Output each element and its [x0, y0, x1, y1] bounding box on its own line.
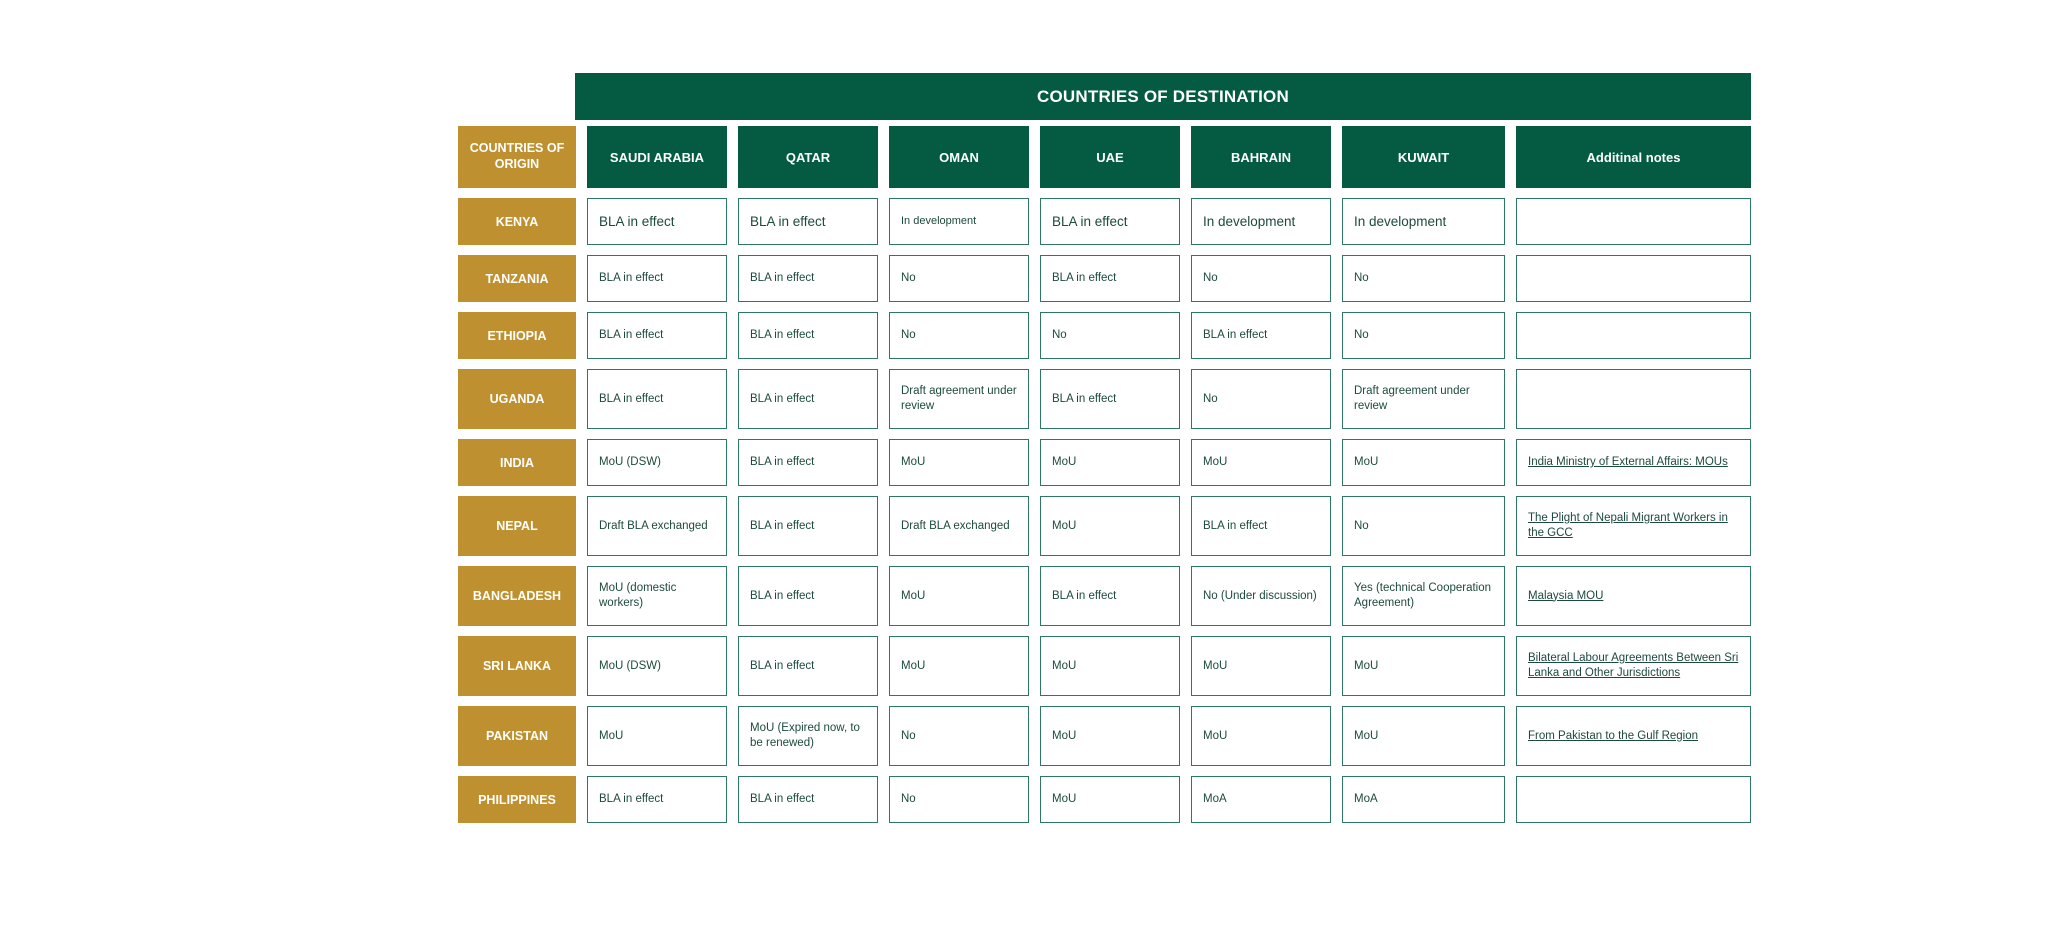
- cell-ethiopia-kuwait: No: [1342, 312, 1505, 359]
- note-link-nepal[interactable]: The Plight of Nepali Migrant Workers in the GCC: [1528, 512, 1728, 539]
- cell-bangladesh-bahrain: No (Under discussion): [1191, 566, 1331, 626]
- cell-ethiopia-saudi-arabia: BLA in effect: [587, 312, 727, 359]
- note-link-bangladesh[interactable]: Malaysia MOU: [1528, 589, 1604, 602]
- cell-philippines-uae: MoU: [1040, 776, 1180, 823]
- origin-tanzania: TANZANIA: [458, 255, 576, 302]
- cell-sri-lanka-kuwait: MoU: [1342, 636, 1505, 696]
- header-saudi-arabia: SAUDI ARABIA: [587, 126, 727, 188]
- cell-nepal-qatar: BLA in effect: [738, 496, 878, 556]
- header-oman: OMAN: [889, 126, 1029, 188]
- cell-pakistan-qatar: MoU (Expired now, to be renewed): [738, 706, 878, 766]
- cell-pakistan-bahrain: MoU: [1191, 706, 1331, 766]
- cell-india-oman: MoU: [889, 439, 1029, 486]
- cell-india-bahrain: MoU: [1191, 439, 1331, 486]
- note-philippines: [1516, 776, 1751, 823]
- header-bahrain: BAHRAIN: [1191, 126, 1331, 188]
- cell-kenya-uae: BLA in effect: [1040, 198, 1180, 245]
- cell-bangladesh-saudi-arabia: MoU (domestic workers): [587, 566, 727, 626]
- cell-pakistan-uae: MoU: [1040, 706, 1180, 766]
- cell-philippines-qatar: BLA in effect: [738, 776, 878, 823]
- cell-india-uae: MoU: [1040, 439, 1180, 486]
- origin-kenya: KENYA: [458, 198, 576, 245]
- cell-uganda-uae: BLA in effect: [1040, 369, 1180, 429]
- cell-tanzania-kuwait: No: [1342, 255, 1505, 302]
- cell-kenya-bahrain: In development: [1191, 198, 1331, 245]
- note-pakistan: [1516, 706, 1751, 766]
- origin-column-header: COUNTRIES OF ORIGIN: [458, 126, 576, 188]
- note-ethiopia: [1516, 312, 1751, 359]
- cell-tanzania-qatar: BLA in effect: [738, 255, 878, 302]
- cell-bangladesh-kuwait: Yes (technical Cooperation Agreement): [1342, 566, 1505, 626]
- cell-uganda-qatar: BLA in effect: [738, 369, 878, 429]
- cell-uganda-kuwait: Draft agreement under review: [1342, 369, 1505, 429]
- note-kenya: [1516, 198, 1751, 245]
- origin-nepal: NEPAL: [458, 496, 576, 556]
- cell-sri-lanka-bahrain: MoU: [1191, 636, 1331, 696]
- header-uae: UAE: [1040, 126, 1180, 188]
- cell-sri-lanka-uae: MoU: [1040, 636, 1180, 696]
- cell-bangladesh-oman: MoU: [889, 566, 1029, 626]
- cell-nepal-uae: MoU: [1040, 496, 1180, 556]
- note-tanzania: [1516, 255, 1751, 302]
- cell-uganda-oman: Draft agreement under review: [889, 369, 1029, 429]
- origin-pakistan: PAKISTAN: [458, 706, 576, 766]
- cell-nepal-bahrain: BLA in effect: [1191, 496, 1331, 556]
- cell-kenya-saudi-arabia: BLA in effect: [587, 198, 727, 245]
- cell-india-kuwait: MoU: [1342, 439, 1505, 486]
- cell-philippines-kuwait: MoA: [1342, 776, 1505, 823]
- cell-philippines-oman: No: [889, 776, 1029, 823]
- cell-nepal-oman: Draft BLA exchanged: [889, 496, 1029, 556]
- cell-nepal-kuwait: No: [1342, 496, 1505, 556]
- cell-uganda-saudi-arabia: BLA in effect: [587, 369, 727, 429]
- cell-bangladesh-qatar: BLA in effect: [738, 566, 878, 626]
- note-sri-lanka: [1516, 636, 1751, 696]
- cell-tanzania-saudi-arabia: BLA in effect: [587, 255, 727, 302]
- header-additional-notes: Additinal notes: [1516, 126, 1751, 188]
- cell-pakistan-saudi-arabia: MoU: [587, 706, 727, 766]
- cell-uganda-bahrain: No: [1191, 369, 1331, 429]
- cell-tanzania-uae: BLA in effect: [1040, 255, 1180, 302]
- note-nepal: [1516, 496, 1751, 556]
- cell-ethiopia-oman: No: [889, 312, 1029, 359]
- cell-philippines-saudi-arabia: BLA in effect: [587, 776, 727, 823]
- header-kuwait: KUWAIT: [1342, 126, 1505, 188]
- note-bangladesh: [1516, 566, 1751, 626]
- cell-pakistan-oman: No: [889, 706, 1029, 766]
- cell-sri-lanka-qatar: BLA in effect: [738, 636, 878, 696]
- note-link-sri-lanka[interactable]: Bilateral Labour Agreements Between Sri Lanka and Other Jurisdictions: [1528, 652, 1739, 679]
- cell-sri-lanka-oman: MoU: [889, 636, 1029, 696]
- cell-sri-lanka-saudi-arabia: MoU (DSW): [587, 636, 727, 696]
- note-india: [1516, 439, 1751, 486]
- destination-banner: COUNTRIES OF DESTINATION: [575, 73, 1751, 120]
- cell-kenya-oman: In development: [889, 198, 1029, 245]
- cell-kenya-qatar: BLA in effect: [738, 198, 878, 245]
- cell-pakistan-kuwait: MoU: [1342, 706, 1505, 766]
- origin-ethiopia: ETHIOPIA: [458, 312, 576, 359]
- cell-india-saudi-arabia: MoU (DSW): [587, 439, 727, 486]
- origin-india: INDIA: [458, 439, 576, 486]
- cell-tanzania-oman: No: [889, 255, 1029, 302]
- cell-nepal-saudi-arabia: Draft BLA exchanged: [587, 496, 727, 556]
- agreements-table: [458, 126, 1751, 823]
- cell-ethiopia-uae: No: [1040, 312, 1180, 359]
- cell-ethiopia-bahrain: BLA in effect: [1191, 312, 1331, 359]
- origin-uganda: UGANDA: [458, 369, 576, 429]
- note-uganda: [1516, 369, 1751, 429]
- origin-sri-lanka: SRI LANKA: [458, 636, 576, 696]
- cell-india-qatar: BLA in effect: [738, 439, 878, 486]
- origin-bangladesh: BANGLADESH: [458, 566, 576, 626]
- header-qatar: QATAR: [738, 126, 878, 188]
- cell-philippines-bahrain: MoA: [1191, 776, 1331, 823]
- note-link-pakistan[interactable]: From Pakistan to the Gulf Region: [1528, 729, 1699, 742]
- cell-bangladesh-uae: BLA in effect: [1040, 566, 1180, 626]
- note-link-india[interactable]: India Ministry of External Affairs: MOUs: [1528, 456, 1728, 469]
- cell-tanzania-bahrain: No: [1191, 255, 1331, 302]
- cell-kenya-kuwait: In development: [1342, 198, 1505, 245]
- cell-ethiopia-qatar: BLA in effect: [738, 312, 878, 359]
- origin-philippines: PHILIPPINES: [458, 776, 576, 823]
